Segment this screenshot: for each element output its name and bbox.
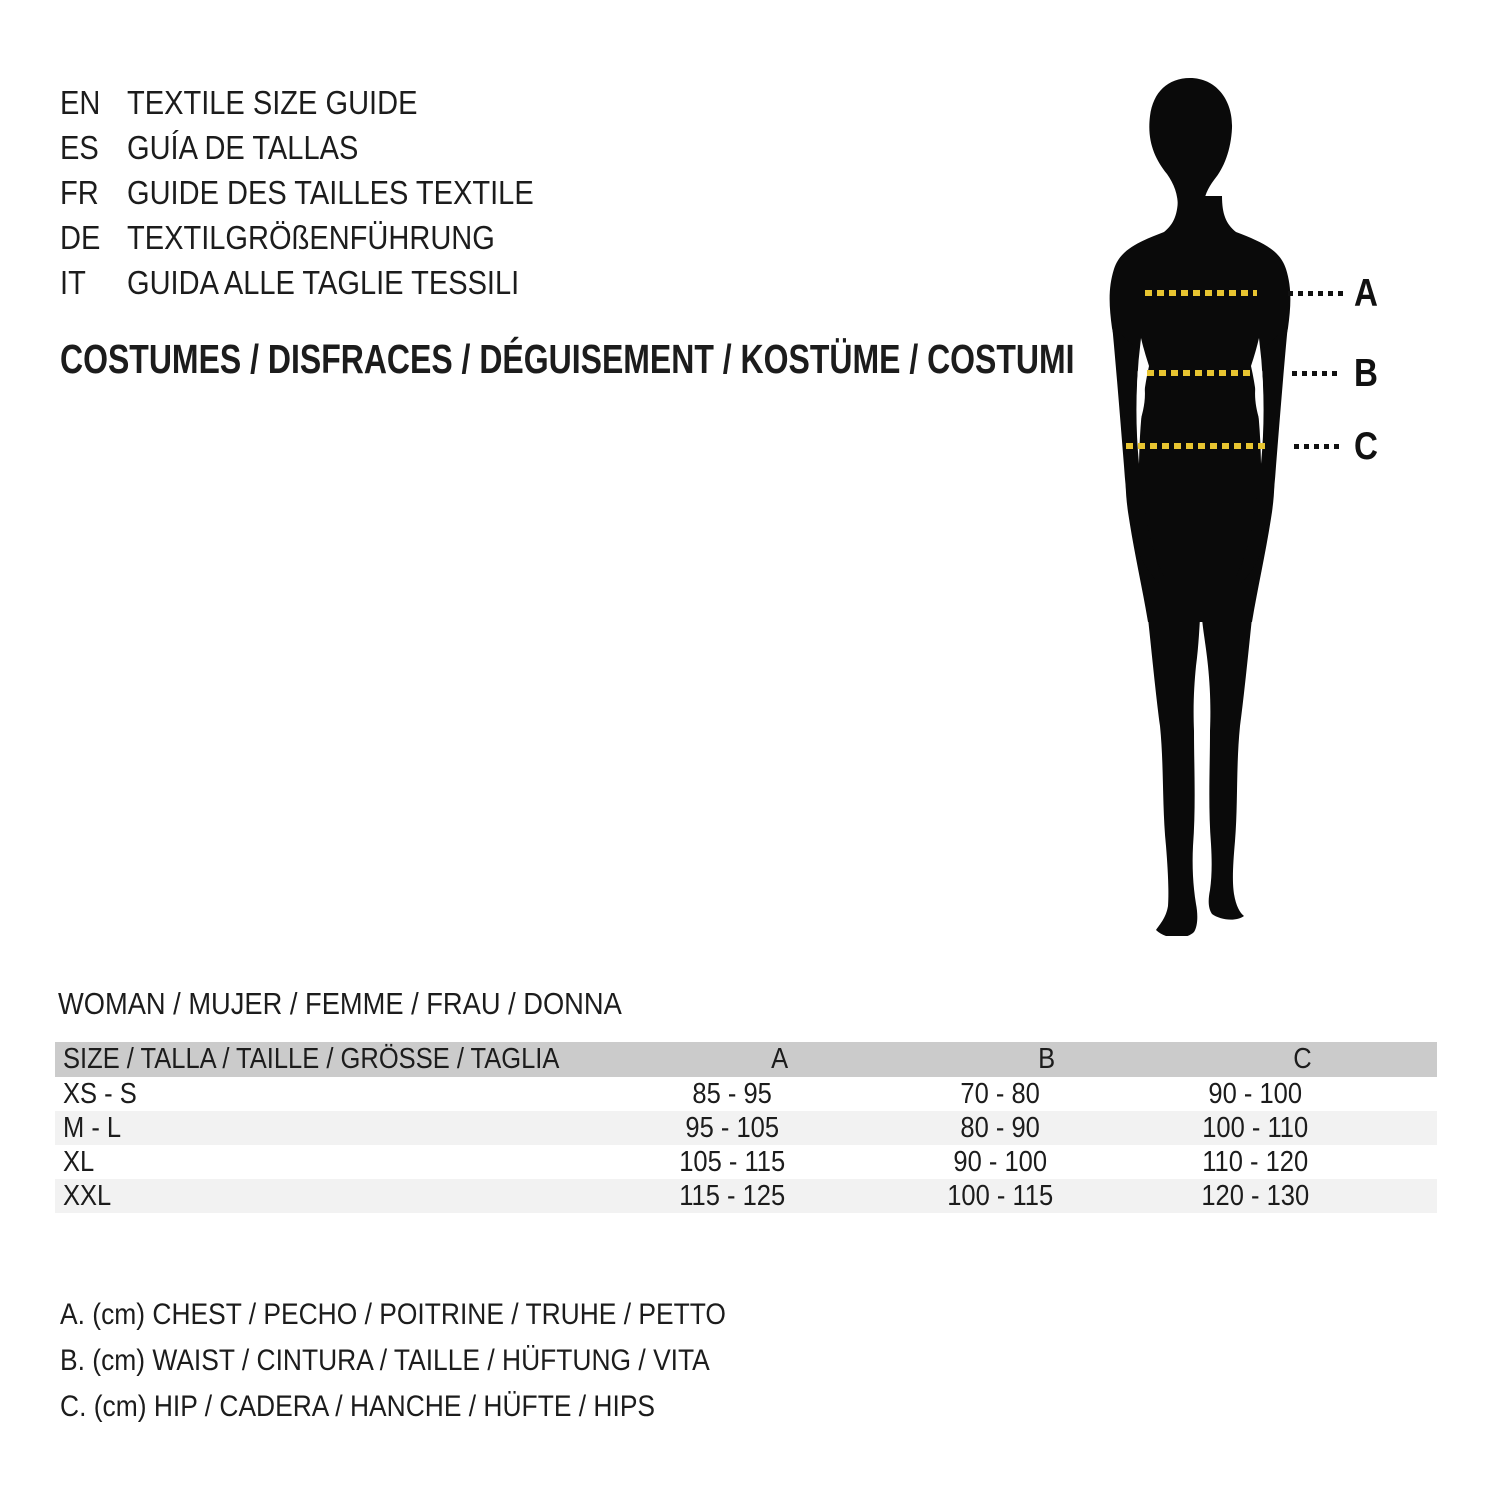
size-table-header (55, 1042, 1437, 1077)
table-row (55, 1145, 1437, 1179)
value-cell-a: 105 - 115 (679, 1145, 786, 1178)
language-title: GUÍA DE TALLAS (127, 128, 359, 166)
value-cell-c: 100 - 110 (1202, 1111, 1308, 1144)
measure-line-b-body (1147, 370, 1254, 376)
column-header-c: C (1292, 1043, 1312, 1075)
language-row (60, 80, 589, 125)
measure-line-a-body (1145, 290, 1257, 296)
measure-line-c-body (1126, 443, 1266, 449)
language-title-list (60, 80, 589, 305)
language-row (60, 215, 589, 260)
language-code: FR (60, 173, 99, 211)
size-table (55, 1042, 1437, 1213)
table-row (55, 1179, 1437, 1213)
legend-item-c-text: C. (cm) HIP / CADERA / HANCHE / HÜFTE / HIPS (60, 1390, 656, 1423)
language-title: TEXTILGRÖßENFÜHRUNG (127, 218, 495, 256)
size-column-header: SIZE / TALLA / TAILLE / GRÖSSE / TAGLIA (63, 1043, 560, 1075)
silhouette-right-leg (1202, 618, 1252, 920)
gender-section-heading-text: WOMAN / MUJER / FEMME / FRAU / DONNA (58, 986, 622, 1021)
size-cell: XS - S (63, 1077, 137, 1110)
language-row (60, 260, 589, 305)
measure-label-a (1354, 272, 1382, 316)
language-code: ES (60, 128, 99, 166)
size-cell: M - L (63, 1111, 122, 1144)
measure-label-a-text: A (1354, 272, 1378, 315)
language-title: TEXTILE SIZE GUIDE (127, 83, 418, 121)
measure-line-a-pointer (1288, 291, 1344, 296)
gender-section-heading (58, 986, 699, 1022)
value-cell-c: 120 - 130 (1201, 1179, 1309, 1212)
legend-item-b (60, 1338, 817, 1384)
measurement-legend (60, 1292, 817, 1430)
value-cell-a: 85 - 95 (692, 1077, 773, 1110)
silhouette-left-leg (1148, 618, 1200, 936)
legend-item-c (60, 1384, 817, 1430)
value-cell-b: 100 - 115 (947, 1179, 1053, 1212)
value-cell-c: 90 - 100 (1208, 1077, 1302, 1110)
legend-item-b-text: B. (cm) WAIST / CINTURA / TAILLE / HÜFTUNG / VITA (60, 1344, 710, 1377)
value-cell-b: 70 - 80 (960, 1077, 1040, 1110)
size-cell: XXL (63, 1179, 112, 1212)
language-code: IT (60, 263, 86, 301)
silhouette-head (1149, 78, 1232, 208)
value-cell-b: 80 - 90 (960, 1111, 1040, 1144)
language-title: GUIDA ALLE TAGLIE TESSILI (127, 263, 520, 301)
language-code: DE (60, 218, 101, 256)
value-cell-b: 90 - 100 (953, 1145, 1047, 1178)
value-cell-a: 115 - 125 (679, 1179, 786, 1212)
measure-label-b-text: B (1354, 352, 1378, 395)
value-cell-a: 95 - 105 (685, 1111, 780, 1144)
language-code: EN (60, 83, 101, 121)
language-row (60, 170, 589, 215)
measure-label-c (1354, 425, 1382, 469)
value-cell-c: 110 - 120 (1202, 1145, 1308, 1178)
table-row (55, 1077, 1437, 1111)
measure-label-c-text: C (1354, 425, 1378, 468)
measure-line-b-pointer (1292, 371, 1342, 376)
table-row (55, 1111, 1437, 1145)
legend-item-a-text: A. (cm) CHEST / PECHO / POITRINE / TRUHE / PETTO (60, 1298, 726, 1331)
column-header-b: B (1038, 1043, 1056, 1075)
legend-item-a (60, 1292, 817, 1338)
column-header-a: A (771, 1043, 789, 1075)
size-cell: XL (63, 1145, 95, 1178)
measure-line-c-pointer (1294, 444, 1342, 449)
measure-label-b (1354, 352, 1382, 396)
language-row (60, 125, 589, 170)
category-title-text: COSTUMES / DISFRACES / DÉGUISEMENT / KOSTÜME / COSTUMI (60, 336, 1075, 382)
woman-silhouette (1090, 66, 1350, 936)
language-title: GUIDE DES TAILLES TEXTILE (127, 173, 534, 211)
